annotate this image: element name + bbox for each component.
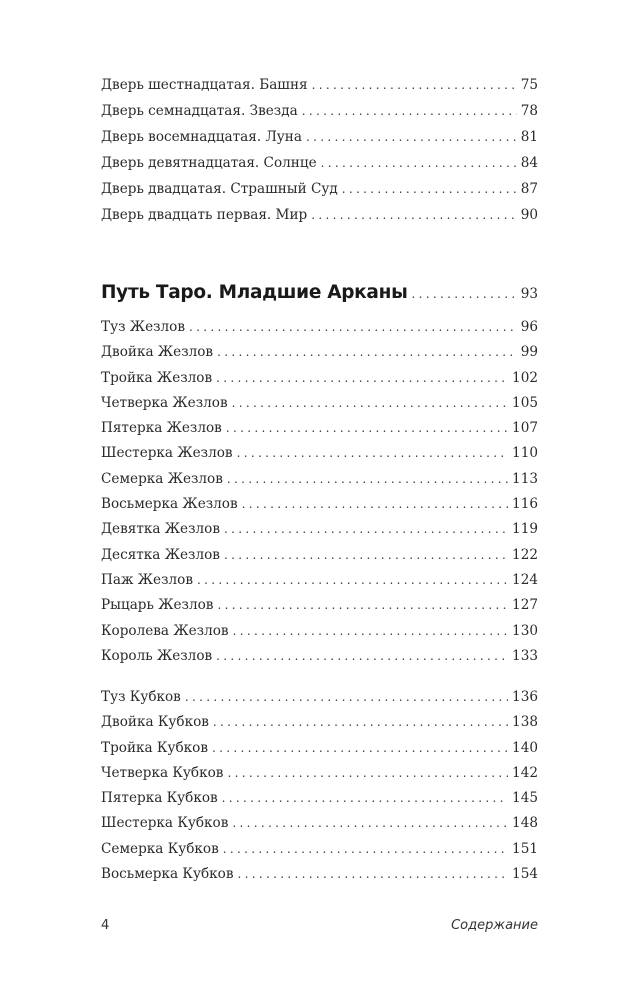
entry-title: Дверь двадцатая. Страшный Суд bbox=[101, 181, 338, 197]
toc-entry[interactable] bbox=[101, 72, 538, 98]
dot-leader bbox=[233, 619, 508, 644]
entry-title: Дверь девятнадцатая. Солнце bbox=[101, 155, 317, 171]
entry-title: Двойка Жезлов bbox=[101, 344, 214, 361]
toc-entry[interactable] bbox=[101, 441, 538, 466]
dot-leader bbox=[189, 315, 517, 340]
entry-title: Семерка Кубков bbox=[101, 840, 219, 857]
entry-title: Десятка Жезлов bbox=[101, 546, 220, 563]
toc-entry[interactable] bbox=[101, 202, 538, 228]
dot-leader bbox=[242, 492, 508, 517]
entry-page: 75 bbox=[520, 77, 538, 93]
entry-page: 107 bbox=[512, 420, 538, 437]
toc-entry[interactable] bbox=[101, 685, 538, 710]
toc-entry[interactable] bbox=[101, 416, 538, 441]
dot-leader bbox=[217, 340, 517, 365]
dot-leader bbox=[232, 811, 508, 836]
entry-page: 96 bbox=[520, 319, 538, 335]
toc-entry[interactable] bbox=[101, 593, 538, 618]
section-page: 93 bbox=[520, 286, 538, 302]
section-title: Путь Таро. Младшие Арканы bbox=[101, 282, 408, 303]
entry-title: Шестерка Жезлов bbox=[101, 445, 233, 462]
toc-entry[interactable] bbox=[101, 619, 538, 644]
entry-title: Паж Жезлов bbox=[101, 571, 193, 588]
entry-title: Тройка Кубков bbox=[101, 739, 208, 756]
toc-entry[interactable] bbox=[101, 837, 538, 862]
entry-title: Восьмерка Жезлов bbox=[101, 496, 238, 513]
toc-group-major-arcana bbox=[101, 72, 538, 228]
entry-page: 99 bbox=[520, 344, 538, 361]
toc-entry[interactable] bbox=[101, 736, 538, 761]
entry-page: 119 bbox=[512, 521, 538, 538]
toc-entry[interactable] bbox=[101, 543, 538, 568]
entry-title: Туз Кубков bbox=[101, 689, 181, 705]
toc-entry[interactable] bbox=[101, 366, 538, 391]
toc-group-cups bbox=[101, 685, 538, 887]
entry-page: 154 bbox=[512, 866, 538, 883]
entry-page: 84 bbox=[520, 155, 538, 171]
toc-section-heading bbox=[101, 282, 538, 303]
dot-leader bbox=[237, 862, 508, 887]
entry-page: 122 bbox=[512, 546, 538, 563]
dot-leader bbox=[321, 150, 517, 176]
entry-title: Рыцарь Жезлов bbox=[101, 597, 214, 614]
toc-entry[interactable] bbox=[101, 391, 538, 416]
dot-leader bbox=[226, 416, 508, 441]
dot-leader bbox=[216, 366, 508, 391]
toc-entry[interactable] bbox=[101, 98, 538, 124]
page-footer bbox=[101, 918, 538, 933]
toc-entry[interactable] bbox=[101, 492, 538, 517]
entry-title: Дверь семнадцатая. Звезда bbox=[101, 103, 298, 119]
entry-title: Дверь шестнадцатая. Башня bbox=[101, 77, 308, 93]
toc-entry[interactable] bbox=[101, 150, 538, 176]
entry-page: 140 bbox=[512, 739, 538, 756]
dot-leader bbox=[212, 736, 508, 761]
entry-page: 133 bbox=[512, 647, 538, 664]
entry-title: Двойка Кубков bbox=[101, 714, 209, 731]
entry-page: 127 bbox=[512, 597, 538, 614]
entry-page: 145 bbox=[512, 790, 538, 807]
entry-page: 142 bbox=[512, 764, 538, 781]
dot-leader bbox=[312, 72, 517, 98]
entry-page: 138 bbox=[512, 714, 538, 731]
entry-page: 81 bbox=[520, 129, 538, 145]
toc-entry[interactable] bbox=[101, 176, 538, 202]
entry-title: Пятерка Жезлов bbox=[101, 420, 222, 437]
entry-page: 124 bbox=[512, 571, 538, 588]
entry-page: 148 bbox=[512, 815, 538, 832]
dot-leader bbox=[216, 644, 508, 669]
entry-title: Девятка Жезлов bbox=[101, 521, 220, 538]
entry-title: Пятерка Кубков bbox=[101, 790, 218, 807]
dot-leader bbox=[197, 568, 508, 593]
dot-leader bbox=[222, 786, 508, 811]
entry-title: Шестерка Кубков bbox=[101, 815, 229, 832]
entry-page: 105 bbox=[512, 394, 538, 411]
dot-leader bbox=[412, 287, 517, 301]
entry-page: 151 bbox=[512, 840, 538, 857]
dot-leader bbox=[342, 176, 517, 202]
entry-page: 116 bbox=[512, 496, 538, 513]
toc-entry[interactable] bbox=[101, 467, 538, 492]
entry-page: 87 bbox=[520, 181, 538, 197]
toc-entry[interactable] bbox=[101, 124, 538, 150]
entry-title: Семерка Жезлов bbox=[101, 470, 223, 487]
running-title: Содержание bbox=[451, 918, 538, 933]
page-number: 4 bbox=[101, 918, 110, 933]
entry-title: Дверь двадцать первая. Мир bbox=[101, 207, 308, 223]
toc-entry[interactable] bbox=[101, 786, 538, 811]
entry-title: Четверка Кубков bbox=[101, 764, 224, 781]
toc-entry[interactable] bbox=[101, 761, 538, 786]
dot-leader bbox=[227, 467, 508, 492]
dot-leader bbox=[237, 441, 508, 466]
entry-title: Дверь восемнадцатая. Луна bbox=[101, 129, 302, 145]
entry-page: 113 bbox=[512, 470, 538, 487]
dot-leader bbox=[185, 685, 508, 710]
toc-entry[interactable] bbox=[101, 862, 538, 887]
dot-leader bbox=[224, 517, 508, 542]
entry-title: Король Жезлов bbox=[101, 647, 213, 664]
dot-leader bbox=[224, 543, 508, 568]
dot-leader bbox=[306, 124, 517, 150]
toc-entry[interactable] bbox=[101, 568, 538, 593]
toc-entry[interactable] bbox=[101, 340, 538, 365]
toc-entry[interactable] bbox=[101, 811, 538, 836]
entry-page: 78 bbox=[520, 103, 538, 119]
toc-entry[interactable] bbox=[101, 517, 538, 542]
toc-entry[interactable] bbox=[101, 315, 538, 340]
entry-page: 110 bbox=[512, 445, 538, 462]
toc-group-wands bbox=[101, 315, 538, 669]
dot-leader bbox=[311, 202, 516, 228]
dot-leader bbox=[302, 98, 517, 124]
dot-leader bbox=[227, 761, 508, 786]
dot-leader bbox=[223, 837, 508, 862]
entry-title: Королева Жезлов bbox=[101, 622, 229, 639]
entry-page: 136 bbox=[512, 689, 538, 705]
entry-title: Тройка Жезлов bbox=[101, 369, 213, 386]
dot-leader bbox=[217, 593, 508, 618]
entry-page: 102 bbox=[512, 369, 538, 386]
entry-title: Восьмерка Кубков bbox=[101, 866, 234, 883]
entry-page: 90 bbox=[520, 207, 538, 223]
toc-entry[interactable] bbox=[101, 710, 538, 735]
dot-leader bbox=[232, 391, 508, 416]
entry-title: Туз Жезлов bbox=[101, 319, 186, 335]
entry-page: 130 bbox=[512, 622, 538, 639]
toc-entry[interactable] bbox=[101, 644, 538, 669]
entry-title: Четверка Жезлов bbox=[101, 394, 228, 411]
dot-leader bbox=[213, 710, 508, 735]
